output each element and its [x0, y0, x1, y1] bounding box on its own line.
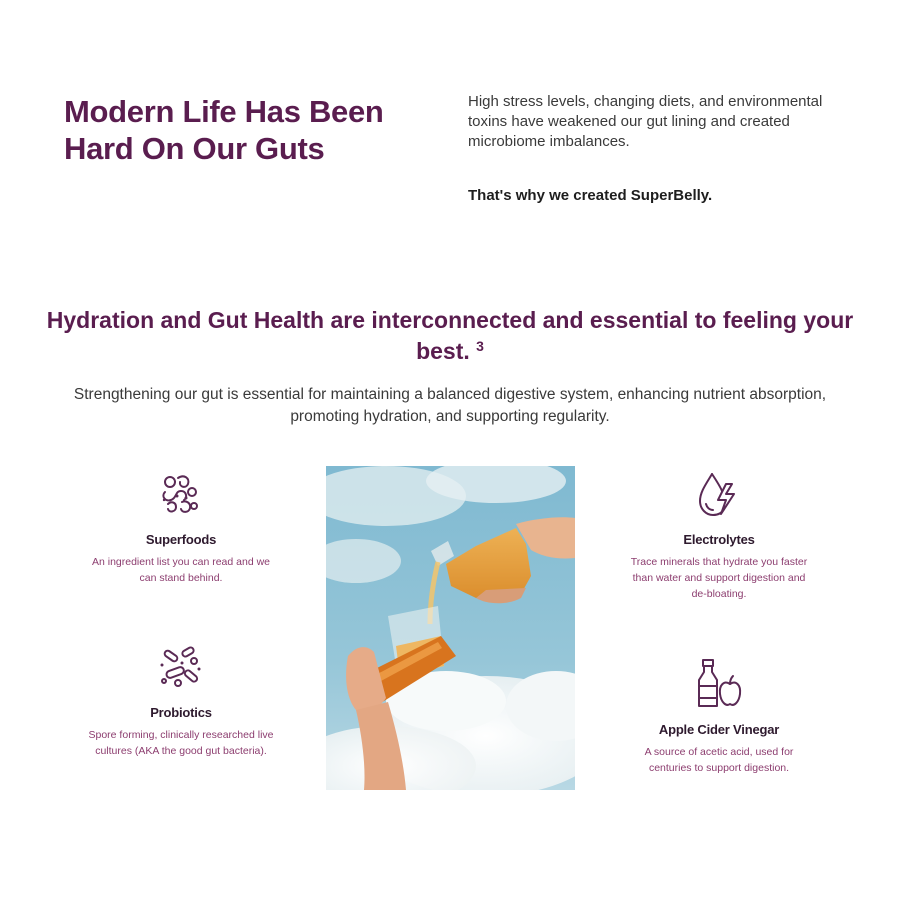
probiotics-icon [156, 643, 206, 693]
feature-superfoods-desc: An ingredient list you can read and we can stand behind. [91, 556, 271, 584]
feature-electrolytes-desc: Trace minerals that hydrate you faster than water and support digestion and de-bloating. [630, 556, 808, 600]
hero-cta-text: That's why we created SuperBelly. [468, 187, 713, 204]
feature-acv-desc: A source of acetic acid, used for centuries to support digestion. [644, 746, 794, 774]
hero-title: Modern Life Has Been Hard On Our Guts [64, 94, 384, 166]
section-heading [40, 305, 860, 370]
feature-apple-cider-vinegar [594, 658, 844, 776]
hero-description: High stress levels, changing diets, and environmental toxins have weakened our gut lining and created microbiome imbalances. [468, 93, 823, 150]
pouring-drink-photo [326, 466, 575, 790]
feature-acv-title: Apple Cider Vinegar [658, 722, 780, 737]
feature-electrolytes-title: Electrolytes [683, 532, 755, 547]
section-subtitle: Strengthening our gut is essential for maintaining a balanced digestive system, enhancing nutrient absorption, promoting hydration, and supporting regularity. [73, 386, 827, 425]
product-photo [326, 466, 575, 790]
feature-superfoods-title: Superfoods [145, 532, 217, 547]
feature-probiotics-title: Probiotics [150, 705, 212, 720]
feature-probiotics-desc: Spore forming, clinically researched live cultures (AKA the good gut bacteria). [88, 729, 274, 757]
feature-electrolytes [594, 470, 844, 602]
footnote-marker: 3 [476, 338, 484, 354]
superfoods-icon [156, 470, 206, 520]
apple-cider-vinegar-icon [694, 658, 744, 710]
electrolytes-icon [694, 470, 744, 520]
feature-probiotics [56, 643, 306, 759]
feature-superfoods [56, 470, 306, 586]
section-heading-text: Hydration and Gut Health are interconnected and essential to feeling your best. [46, 307, 854, 364]
